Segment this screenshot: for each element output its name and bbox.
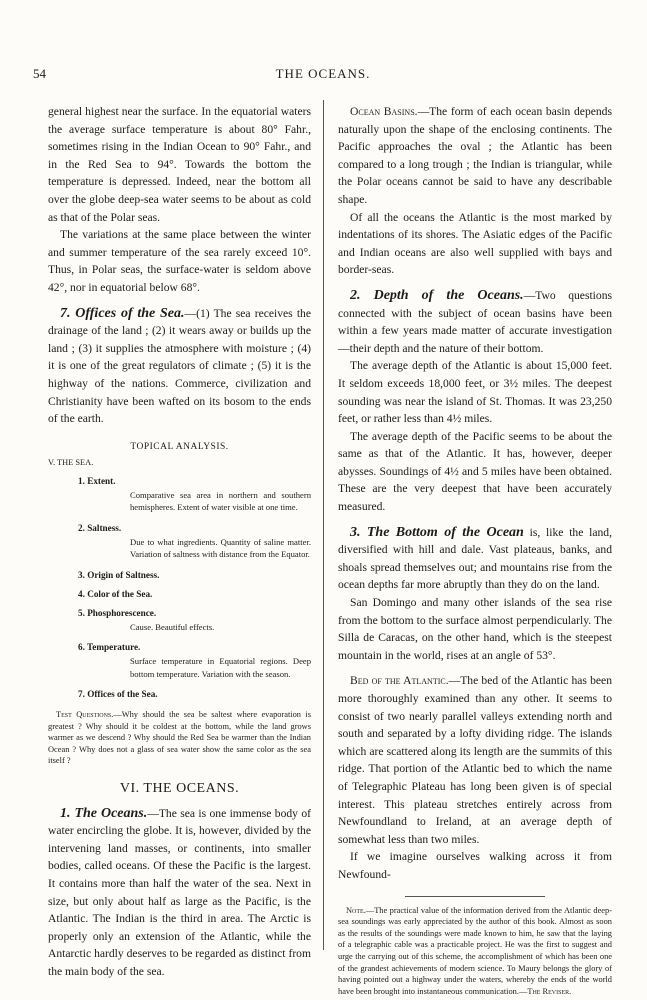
section-the-oceans <box>48 805 311 981</box>
paragraph: The average depth of the Atlantic is about 15,000 feet. It seldom exceeds 18,000 feet, or 3½ miles. The deepest sounding was near the island of St. Thomas. It was 23,250 feet, or rather less than 4½ miles. <box>338 359 612 426</box>
topic-detail: Surface temperature in Equatorial regions. Deep bottom temperature. Variation with the season. <box>130 656 311 679</box>
section-body: is, like the land, diversified with hill and dale. Vast plateaus, banks, and shoals spread themselves out; and mountains rise from the ocean depths far more abruptly than they do on the land. <box>338 525 612 592</box>
topical-chapter-label: V. THE SEA. <box>48 457 94 467</box>
paragraph-body: —The bed of the Atlantic has been more thoroughly examined than any other. It seems to consist of two nearly parallel valleys extending north and south and separated by a lofty dividing ridge. The islands which are scattered along its length are the summits of this ridge. That portion of the Atlantic bed to which the name of Telegraphic Plateau has long been given is of special interest. This plateau stretches entirely across from Newfoundland to Ireland, at an average depth of somewhat less than two miles. <box>338 674 612 846</box>
topic-item: 7. Offices of the Sea. <box>78 689 158 700</box>
section-bottom-of-the-ocean <box>338 524 612 594</box>
left-column <box>48 103 311 981</box>
topic-detail: Cause. Beautiful effects. <box>130 621 215 632</box>
run-in-heading: Bed of the Atlantic. <box>350 674 449 688</box>
right-column <box>338 103 612 997</box>
chapter-heading: VI. THE OCEANS. <box>119 780 240 796</box>
topic-detail: Comparative sea area in northern and southern hemispheres. Extent of water visible at one time. <box>130 489 311 513</box>
paragraph: general highest near the surface. In the equatorial waters the average surface temperature is about 80° Fahr., sometimes rising in the Indian Ocean to 90° Fahr., and in the Red Sea to 94°. Towards the bottom the temperature is depressed. Indeed, near the bottom all over the globe deep-sea water seems to be about as cold as that of the Polar seas. <box>48 105 311 224</box>
section-heading: 1. The Oceans. <box>60 805 148 821</box>
topic-item: 6. Temperature. <box>78 642 141 653</box>
section-body: —(1) The sea receives the drainage of the land ; (2) it wears away or builds up the land ; (3) it supplies the atmosphere with moisture ; (4) it is one of the great regulators of climate ; (5) it is the highway of the nations. Commerce, civilization and Christianity have been wafted on its bosom to the ends of the earth. <box>48 306 311 426</box>
paragraph: The variations at the same place between the winter and summer temperature of the sea rarely exceed 10°. Thus, in Polar seas, the surface-water is seldom above 42°, nor in equatorial below 68°. <box>48 228 311 294</box>
test-questions-label: Test Questions. <box>56 710 114 720</box>
running-title: THE OCEANS. <box>275 66 371 81</box>
run-in-heading: Ocean Basins. <box>350 105 418 118</box>
topic-detail: Due to what ingredients. Quantity of saline matter. Variation of saltness with distance from the Equator. <box>130 536 311 560</box>
section-depth-of-the-oceans <box>338 287 612 357</box>
test-questions <box>48 709 311 767</box>
section-body: —Two questions connected with the subject of ocean basins have been within a few years made matter of accurate investigation—their depth and the nature of their bottom. <box>338 288 613 355</box>
paragraph-body: —The form of each ocean basin depends naturally upon the shape of the enclosing continents. The Pacific approaches the oval ; the Atlantic has been compared to a long trough ; the Indian is triangular, while the Polar oceans cannot be said to have any describable shape. <box>338 105 612 206</box>
bed-of-atlantic-paragraph <box>338 672 612 848</box>
footnote-label: Note. <box>346 905 366 915</box>
paragraph: Of all the oceans the Atlantic is the most marked by indentations of its shores. The Asiatic edges of the Pacific and Indian oceans are also well supplied with bays and border-seas. <box>338 210 612 277</box>
section-heading: 3. The Bottom of the Ocean <box>350 524 524 540</box>
page-number: 54 <box>33 66 46 81</box>
section-offices-of-the-sea <box>48 305 311 428</box>
ocean-basins-paragraph <box>338 103 612 209</box>
topical-analysis-title: TOPICAL ANALYSIS. <box>130 441 229 452</box>
footnote-rule <box>405 896 545 897</box>
footnote <box>338 905 612 998</box>
column-divider <box>323 100 324 950</box>
topic-item: 1. Extent. <box>78 475 116 486</box>
topic-item: 3. Origin of Saltness. <box>78 569 160 580</box>
test-questions-body: —Why should the sea be saltest where evaporation is greatest ? Why should it be coldest at the bottom, while the land grows warmer as we descend ? Why should the Red Sea be warmer than the Indian Ocean ? Why does not a glass of sea water show the same color as the sea itself ? <box>48 710 311 766</box>
section-body: —The sea is one immense body of water encircling the globe. It is, however, divided by the intervening land masses, or continents, into smaller bodies, called oceans. Of these the Pacific is the largest. It contains more than half the water of the sea. Next in size, but only about half as large as the Pacific, is the Atlantic. The Indian is the third in area. The Arctic is properly only an extension of the Atlantic, while the Antarctic hardly deserves to be regarded as distinct from the main body of the sea. <box>48 806 311 979</box>
section-heading: 2. Depth of the Oceans. <box>350 287 524 303</box>
paragraph: San Domingo and many other islands of the sea rise from the bottom to the surface almost perpendicularly. The Silla de Caracas, on the other hand, which is the steepest mountain in the world, rises at an angle of 53°. <box>338 596 612 662</box>
section-heading: 7. Offices of the Sea. <box>60 305 185 321</box>
footnote-signature: The Reviser. <box>527 986 572 996</box>
topic-item: 4. Color of the Sea. <box>78 588 153 599</box>
paragraph: If we imagine ourselves walking across it from Newfound- <box>338 850 612 881</box>
paragraph: The average depth of the Pacific seems to be about the same as that of the Atlantic. It has, however, deeper abysses. Soundings of 4½ and 5 miles have been obtained. These are the very deepest that have been accurately measured. <box>338 429 612 514</box>
topic-item: 5. Phosphorescence. <box>78 607 157 618</box>
footnote-body: —The practical value of the information derived from the Atlantic deep-sea soundings was early appreciated by the author of this book. Almost as soon as the results of the soundings were made known to him, he saw that the laying of a telegraphic cable was a practicable project. He was the first to suggest and urge the carrying out of this scheme, the accomplishment of which has been one of the grandest achievements of modern science. To Maury belongs the glory of having pointed out a highway under the waters, whereby the ends of the world have been brought into instantaneous communication.— <box>338 905 612 996</box>
page-header <box>33 66 613 82</box>
topic-item: 2. Saltness. <box>78 522 122 533</box>
